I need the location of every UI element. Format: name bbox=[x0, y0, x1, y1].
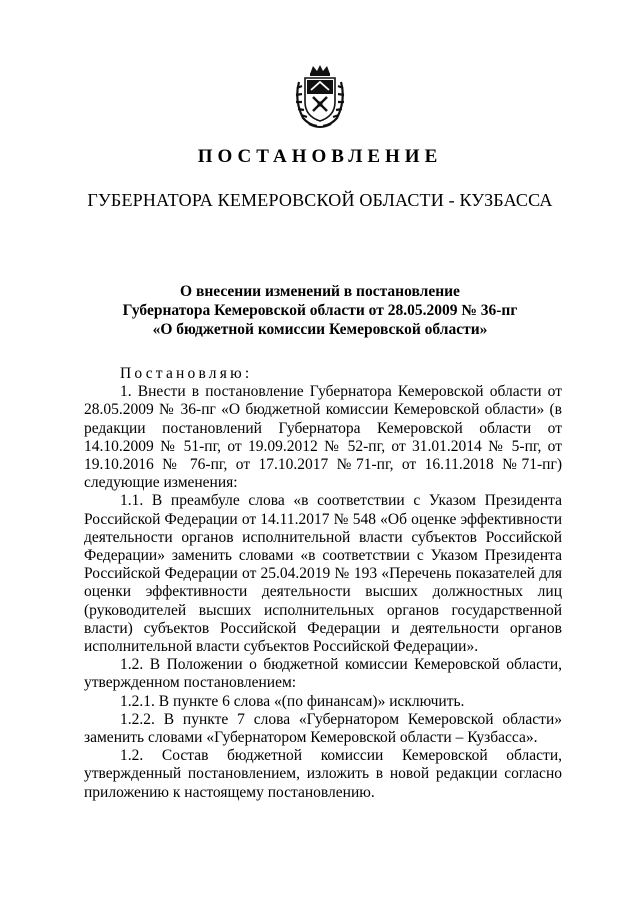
coat-of-arms-icon bbox=[293, 64, 347, 130]
body-paragraph: 1.2.1. В пункте 6 слова «(по финансам)» исключить. bbox=[120, 692, 465, 710]
subject-line: Губернатора Кемеровской области от 28.05.2009 № 36-пг bbox=[122, 302, 518, 319]
body-paragraph: 1.2. В Положении о бюджетной комиссии Кемеровской области, утвержденном постановлением: bbox=[84, 656, 562, 692]
document-type-heading: ПОСТАНОВЛЕНИЕ bbox=[197, 146, 443, 167]
decree-word: Постановляю: bbox=[120, 365, 253, 382]
subject-line: «О бюджетной комиссии Кемеровской области» bbox=[152, 321, 488, 338]
body-paragraph: 1.2. Состав бюджетной комиссии Кемеровской области, утвержденный постановлением, изложить в новой редакции согласно приложению к настоящему постановлению. bbox=[84, 747, 562, 801]
document-body bbox=[84, 365, 562, 802]
subject-line: О внесении изменений в постановление bbox=[180, 283, 460, 300]
body-paragraph: 1.2.2. В пункте 7 слова «Губернатором Кемеровской области» заменить словами «Губернатором Кемеровской области – Кузбасса». bbox=[84, 710, 562, 747]
document-subject bbox=[80, 282, 560, 339]
body-paragraph: 1. Внести в постановление Губернатора Кемеровской области от 28.05.2009 № 36-пг «О бюджетной комиссии Кемеровской области» (в редакции постановлений Губернатора Кемеровской области от 14.10.2009 № 51-пг, от 19.09.2012 № 52-пг, от 31.01.2014 № 5-пг, от 19.10.2016 № 76-пг, от 17.10.2017 №71-пг, от 16.11.2018 №71-пг) следующие изменения: bbox=[84, 383, 562, 492]
body-paragraph: 1.1. В преамбуле слова «в соответствии с Указом Президента Российской Федерации от 14.11.2017 № 548 «Об оценке эффективности деятельности органов исполнительной власти субъектов Российской Федерации» заменить словами «в соответствии с Указом Президента Российской Федерации от 25.04.2019 № 193 «Перечень показателей для оценки эффективности деятельности высших должностных лиц (руководителей высших исполнительных органов государственной власти) субъектов Российской Федерации и деятельности органов исполнительной власти субъектов Российской Федерации». bbox=[84, 492, 562, 656]
issuing-authority: ГУБЕРНАТОРА КЕМЕРОВСКОЙ ОБЛАСТИ - КУЗБАССА bbox=[87, 190, 553, 210]
